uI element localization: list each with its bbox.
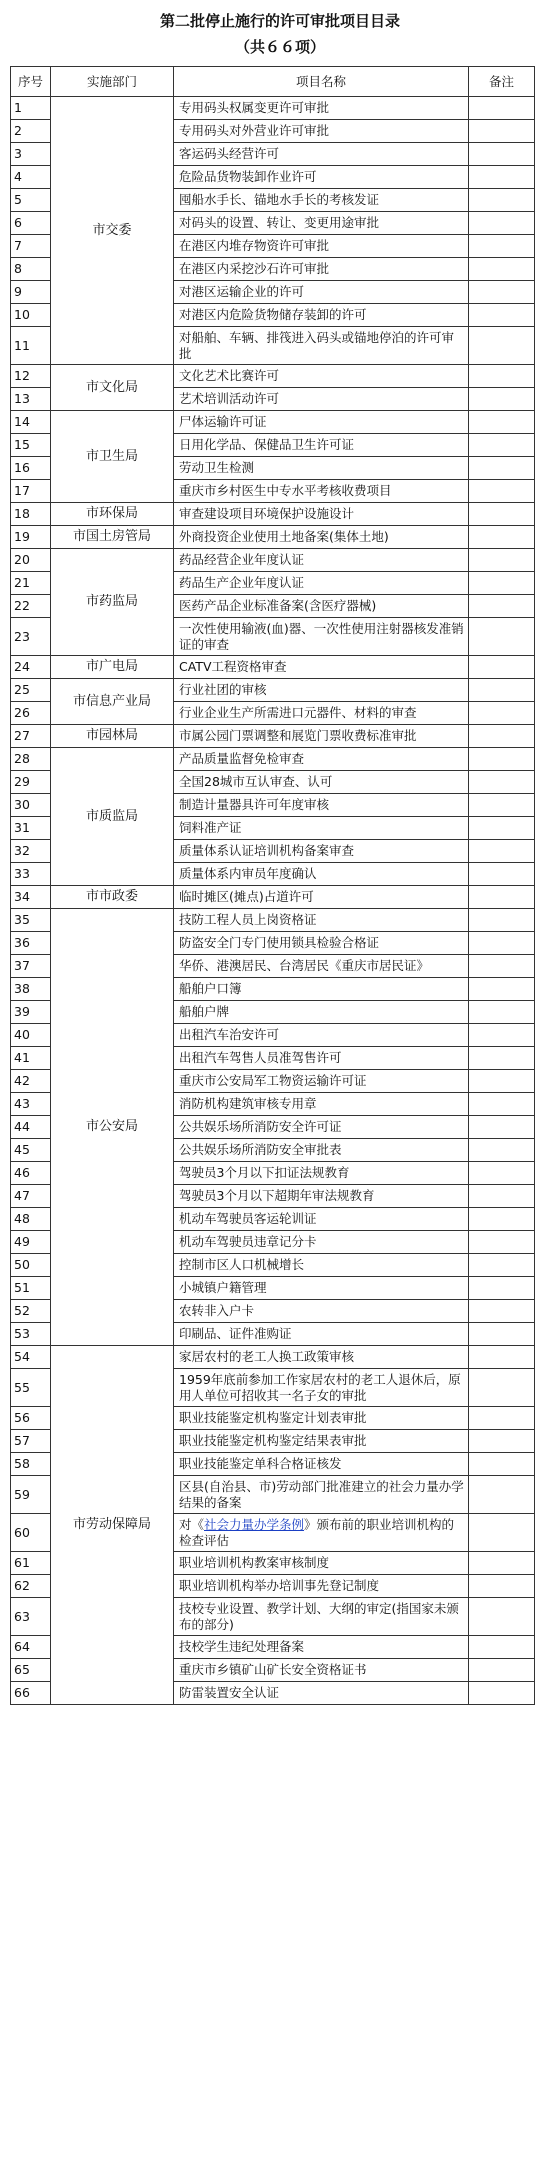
note-cell bbox=[469, 1001, 535, 1024]
item-name: 控制市区人口机械增长 bbox=[174, 1254, 469, 1277]
item-name: 华侨、港澳居民、台湾居民《重庆市居民证》 bbox=[174, 955, 469, 978]
note-cell bbox=[469, 526, 535, 549]
note-cell bbox=[469, 702, 535, 725]
note-cell bbox=[469, 1552, 535, 1575]
note-cell bbox=[469, 1047, 535, 1070]
note-cell bbox=[469, 1476, 535, 1514]
row-number: 53 bbox=[11, 1323, 51, 1346]
note-cell bbox=[469, 212, 535, 235]
department-cell: 市文化局 bbox=[51, 365, 174, 411]
table-row bbox=[11, 886, 535, 909]
note-cell bbox=[469, 978, 535, 1001]
document-title: 第二批停止施行的许可审批项目目录 bbox=[159, 12, 400, 30]
row-number: 40 bbox=[11, 1024, 51, 1047]
table-row bbox=[11, 656, 535, 679]
note-cell bbox=[469, 1659, 535, 1682]
table-row bbox=[11, 725, 535, 748]
department-cell: 市环保局 bbox=[51, 503, 174, 526]
item-name: 船舶户口簿 bbox=[174, 978, 469, 1001]
row-number: 25 bbox=[11, 679, 51, 702]
note-cell bbox=[469, 1636, 535, 1659]
row-number: 29 bbox=[11, 771, 51, 794]
note-cell bbox=[469, 595, 535, 618]
item-name: 对港区内危险货物储存装卸的许可 bbox=[174, 304, 469, 327]
note-cell bbox=[469, 304, 535, 327]
row-number: 44 bbox=[11, 1116, 51, 1139]
note-cell bbox=[469, 1407, 535, 1430]
document-subtitle: （共６６项） bbox=[234, 38, 325, 56]
row-number: 5 bbox=[11, 189, 51, 212]
item-name: 医药产品企业标准备案(含医疗器械) bbox=[174, 595, 469, 618]
note-cell bbox=[469, 1300, 535, 1323]
row-number: 15 bbox=[11, 434, 51, 457]
row-number: 13 bbox=[11, 388, 51, 411]
row-number: 62 bbox=[11, 1575, 51, 1598]
item-name: 审查建设项目环境保护设施设计 bbox=[174, 503, 469, 526]
note-cell bbox=[469, 365, 535, 388]
item-name: 行业企业生产所需进口元器件、材料的审查 bbox=[174, 702, 469, 725]
header-name: 项目名称 bbox=[174, 67, 469, 97]
item-name: 饲料准产证 bbox=[174, 817, 469, 840]
note-cell bbox=[469, 656, 535, 679]
header-no: 序号 bbox=[11, 67, 51, 97]
item-name: 重庆市乡村医生中专水平考核收费项目 bbox=[174, 480, 469, 503]
item-name: 对港区运输企业的许可 bbox=[174, 281, 469, 304]
note-cell bbox=[469, 1430, 535, 1453]
row-number: 6 bbox=[11, 212, 51, 235]
item-name: 机动车驾驶员客运轮训证 bbox=[174, 1208, 469, 1231]
item-name: 囤船水手长、锚地水手长的考核发证 bbox=[174, 189, 469, 212]
item-name: 出租汽车驾售人员准驾售许可 bbox=[174, 1047, 469, 1070]
note-cell bbox=[469, 1453, 535, 1476]
note-cell bbox=[469, 1116, 535, 1139]
row-number: 2 bbox=[11, 120, 51, 143]
item-name: 临时摊区(摊点)占道许可 bbox=[174, 886, 469, 909]
row-number: 31 bbox=[11, 817, 51, 840]
item-name: 对码头的设置、转让、变更用途审批 bbox=[174, 212, 469, 235]
note-cell bbox=[469, 120, 535, 143]
department-cell: 市药监局 bbox=[51, 549, 174, 656]
item-name: 技校学生违纪处理备案 bbox=[174, 1636, 469, 1659]
item-name: 重庆市公安局军工物资运输许可证 bbox=[174, 1070, 469, 1093]
row-number: 65 bbox=[11, 1659, 51, 1682]
table-row bbox=[11, 679, 535, 702]
table-row bbox=[11, 748, 535, 771]
row-number: 19 bbox=[11, 526, 51, 549]
department-cell: 市广电局 bbox=[51, 656, 174, 679]
row-number: 23 bbox=[11, 618, 51, 656]
note-cell bbox=[469, 1254, 535, 1277]
item-name: 产品质量监督免检审查 bbox=[174, 748, 469, 771]
department-cell: 市质监局 bbox=[51, 748, 174, 886]
row-number: 37 bbox=[11, 955, 51, 978]
item-name: 行业社团的审核 bbox=[174, 679, 469, 702]
item-name-suffix: 》颁布前的职业培训机构的检查评估 bbox=[179, 1516, 455, 1548]
note-cell bbox=[469, 1575, 535, 1598]
row-number: 55 bbox=[11, 1369, 51, 1407]
table-row bbox=[11, 549, 535, 572]
row-number: 47 bbox=[11, 1185, 51, 1208]
note-cell bbox=[469, 457, 535, 480]
row-number: 8 bbox=[11, 258, 51, 281]
item-name: 家居农村的老工人换工政策审核 bbox=[174, 1346, 469, 1369]
row-number: 61 bbox=[11, 1552, 51, 1575]
note-cell bbox=[469, 281, 535, 304]
note-cell bbox=[469, 932, 535, 955]
item-name: 农转非入户卡 bbox=[174, 1300, 469, 1323]
department-cell: 市市政委 bbox=[51, 886, 174, 909]
row-number: 14 bbox=[11, 411, 51, 434]
row-number: 3 bbox=[11, 143, 51, 166]
note-cell bbox=[469, 909, 535, 932]
table-header-row bbox=[11, 67, 535, 97]
item-name: 一次性使用输液(血)器、一次性使用注射器核发准销证的审查 bbox=[174, 618, 469, 656]
item-name: 专用码头对外营业许可审批 bbox=[174, 120, 469, 143]
table-row bbox=[11, 503, 535, 526]
row-number: 27 bbox=[11, 725, 51, 748]
note-cell bbox=[469, 679, 535, 702]
item-name: 驾驶员3个月以下超期年审法规教育 bbox=[174, 1185, 469, 1208]
department-cell: 市园林局 bbox=[51, 725, 174, 748]
row-number: 38 bbox=[11, 978, 51, 1001]
note-cell bbox=[469, 143, 535, 166]
row-number: 66 bbox=[11, 1682, 51, 1705]
item-name: 技校专业设置、教学计划、大纲的审定(指国家未颁布的部分) bbox=[174, 1598, 469, 1636]
item-name: 船舶户牌 bbox=[174, 1001, 469, 1024]
note-cell bbox=[469, 1139, 535, 1162]
item-name: 职业技能鉴定单科合格证核发 bbox=[174, 1453, 469, 1476]
table-row bbox=[11, 411, 535, 434]
row-number: 42 bbox=[11, 1070, 51, 1093]
row-number: 18 bbox=[11, 503, 51, 526]
row-number: 49 bbox=[11, 1231, 51, 1254]
row-number: 26 bbox=[11, 702, 51, 725]
row-number: 50 bbox=[11, 1254, 51, 1277]
note-cell bbox=[469, 480, 535, 503]
item-name: 药品经营企业年度认证 bbox=[174, 549, 469, 572]
row-number: 17 bbox=[11, 480, 51, 503]
note-cell bbox=[469, 863, 535, 886]
note-cell bbox=[469, 1514, 535, 1552]
item-name: 质量体系内审员年度确认 bbox=[174, 863, 469, 886]
note-cell bbox=[469, 1208, 535, 1231]
row-number: 34 bbox=[11, 886, 51, 909]
item-name: 在港区内堆存物资许可审批 bbox=[174, 235, 469, 258]
item-name: 市属公园门票调整和展览门票收费标准审批 bbox=[174, 725, 469, 748]
note-cell bbox=[469, 549, 535, 572]
row-number: 64 bbox=[11, 1636, 51, 1659]
row-number: 46 bbox=[11, 1162, 51, 1185]
item-name: 机动车驾驶员违章记分卡 bbox=[174, 1231, 469, 1254]
item-name: 全国28城市互认审查、认可 bbox=[174, 771, 469, 794]
item-name: 技防工程人员上岗资格证 bbox=[174, 909, 469, 932]
row-number: 1 bbox=[11, 97, 51, 120]
item-name: 区县(自治县、市)劳动部门批准建立的社会力量办学结果的备案 bbox=[174, 1476, 469, 1514]
item-name: 对船舶、车辆、排筏进入码头或锚地停泊的许可审批 bbox=[174, 327, 469, 365]
row-number: 57 bbox=[11, 1430, 51, 1453]
item-name: 劳动卫生检测 bbox=[174, 457, 469, 480]
item-name: 质量体系认证培训机构备案审查 bbox=[174, 840, 469, 863]
note-cell bbox=[469, 1162, 535, 1185]
note-cell bbox=[469, 1323, 535, 1346]
row-number: 21 bbox=[11, 572, 51, 595]
table-row bbox=[11, 97, 535, 120]
row-number: 56 bbox=[11, 1407, 51, 1430]
row-number: 41 bbox=[11, 1047, 51, 1070]
row-number: 43 bbox=[11, 1093, 51, 1116]
item-name: 公共娱乐场所消防安全审批表 bbox=[174, 1139, 469, 1162]
row-number: 32 bbox=[11, 840, 51, 863]
item-name: 日用化学品、保健品卫生许可证 bbox=[174, 434, 469, 457]
note-cell bbox=[469, 189, 535, 212]
note-cell bbox=[469, 794, 535, 817]
item-name: 印刷品、证件准购证 bbox=[174, 1323, 469, 1346]
item-name: 在港区内采挖沙石许可审批 bbox=[174, 258, 469, 281]
note-cell bbox=[469, 327, 535, 365]
row-number: 20 bbox=[11, 549, 51, 572]
item-name: 1959年底前参加工作家居农村的老工人退休后，原用人单位可招收其一名子女的审批 bbox=[174, 1369, 469, 1407]
row-number: 52 bbox=[11, 1300, 51, 1323]
note-cell bbox=[469, 1369, 535, 1407]
note-cell bbox=[469, 1024, 535, 1047]
row-number: 7 bbox=[11, 235, 51, 258]
row-number: 28 bbox=[11, 748, 51, 771]
item-name: 消防机构建筑审核专用章 bbox=[174, 1093, 469, 1116]
row-number: 63 bbox=[11, 1598, 51, 1636]
note-cell bbox=[469, 725, 535, 748]
note-cell bbox=[469, 1598, 535, 1636]
department-cell: 市劳动保障局 bbox=[51, 1346, 174, 1705]
row-number: 30 bbox=[11, 794, 51, 817]
note-cell bbox=[469, 258, 535, 281]
note-cell bbox=[469, 955, 535, 978]
note-cell bbox=[469, 411, 535, 434]
item-name: 尸体运输许可证 bbox=[174, 411, 469, 434]
item-name-prefix: 对《 bbox=[179, 1516, 205, 1532]
row-number: 60 bbox=[11, 1514, 51, 1552]
note-cell bbox=[469, 1070, 535, 1093]
note-cell bbox=[469, 748, 535, 771]
note-cell bbox=[469, 618, 535, 656]
department-cell: 市卫生局 bbox=[51, 411, 174, 503]
note-cell bbox=[469, 1346, 535, 1369]
row-number: 24 bbox=[11, 656, 51, 679]
note-cell bbox=[469, 771, 535, 794]
table-row bbox=[11, 1346, 535, 1369]
items-table bbox=[10, 66, 535, 1705]
item-name: 职业技能鉴定机构鉴定计划表审批 bbox=[174, 1407, 469, 1430]
row-number: 9 bbox=[11, 281, 51, 304]
item-name: CATV工程资格审查 bbox=[174, 656, 469, 679]
row-number: 4 bbox=[11, 166, 51, 189]
item-name: 客运码头经营许可 bbox=[174, 143, 469, 166]
note-cell bbox=[469, 1277, 535, 1300]
note-cell bbox=[469, 817, 535, 840]
row-number: 59 bbox=[11, 1476, 51, 1514]
row-number: 11 bbox=[11, 327, 51, 365]
item-name: 公共娱乐场所消防安全许可证 bbox=[174, 1116, 469, 1139]
row-number: 12 bbox=[11, 365, 51, 388]
row-number: 35 bbox=[11, 909, 51, 932]
note-cell bbox=[469, 434, 535, 457]
row-number: 16 bbox=[11, 457, 51, 480]
item-name: 外商投资企业使用土地备案(集体土地) bbox=[174, 526, 469, 549]
item-name: 重庆市乡镇矿山矿长安全资格证书 bbox=[174, 1659, 469, 1682]
row-number: 51 bbox=[11, 1277, 51, 1300]
row-number: 58 bbox=[11, 1453, 51, 1476]
row-number: 22 bbox=[11, 595, 51, 618]
note-cell bbox=[469, 886, 535, 909]
department-cell: 市公安局 bbox=[51, 909, 174, 1346]
note-cell bbox=[469, 97, 535, 120]
table-body bbox=[11, 97, 535, 1705]
table-row bbox=[11, 909, 535, 932]
item-name: 职业技能鉴定机构鉴定结果表审批 bbox=[174, 1430, 469, 1453]
note-cell bbox=[469, 388, 535, 411]
item-name: 小城镇户籍管理 bbox=[174, 1277, 469, 1300]
item-name: 防盗安全门专门使用锁具检验合格证 bbox=[174, 932, 469, 955]
note-cell bbox=[469, 235, 535, 258]
row-number: 48 bbox=[11, 1208, 51, 1231]
header-note: 备注 bbox=[469, 67, 535, 97]
row-number: 10 bbox=[11, 304, 51, 327]
row-number: 36 bbox=[11, 932, 51, 955]
note-cell bbox=[469, 840, 535, 863]
note-cell bbox=[469, 572, 535, 595]
item-name: 艺术培训活动许可 bbox=[174, 388, 469, 411]
header-dept: 实施部门 bbox=[51, 67, 174, 97]
table-row bbox=[11, 365, 535, 388]
item-name: 危险品货物装卸作业许可 bbox=[174, 166, 469, 189]
item-name: 制造计量器具许可年度审核 bbox=[174, 794, 469, 817]
row-number: 54 bbox=[11, 1346, 51, 1369]
item-name: 驾驶员3个月以下扣证法规教育 bbox=[174, 1162, 469, 1185]
regulation-link[interactable]: 社会力量办学条例 bbox=[204, 1516, 305, 1532]
item-name: 职业培训机构教案审核制度 bbox=[174, 1552, 469, 1575]
note-cell bbox=[469, 1682, 535, 1705]
item-name: 文化艺术比赛许可 bbox=[174, 365, 469, 388]
item-name: 防雷装置安全认证 bbox=[174, 1682, 469, 1705]
note-cell bbox=[469, 1093, 535, 1116]
item-name: 药品生产企业年度认证 bbox=[174, 572, 469, 595]
department-cell: 市信息产业局 bbox=[51, 679, 174, 725]
row-number: 39 bbox=[11, 1001, 51, 1024]
item-name: 出租汽车治安许可 bbox=[174, 1024, 469, 1047]
table-row bbox=[11, 526, 535, 549]
item-name: 职业培训机构举办培训事先登记制度 bbox=[174, 1575, 469, 1598]
item-name bbox=[174, 1514, 469, 1552]
note-cell bbox=[469, 503, 535, 526]
note-cell bbox=[469, 166, 535, 189]
row-number: 45 bbox=[11, 1139, 51, 1162]
department-cell: 市交委 bbox=[51, 97, 174, 365]
note-cell bbox=[469, 1185, 535, 1208]
note-cell bbox=[469, 1231, 535, 1254]
row-number: 33 bbox=[11, 863, 51, 886]
item-name: 专用码头权属变更许可审批 bbox=[174, 97, 469, 120]
department-cell: 市国土房管局 bbox=[51, 526, 174, 549]
